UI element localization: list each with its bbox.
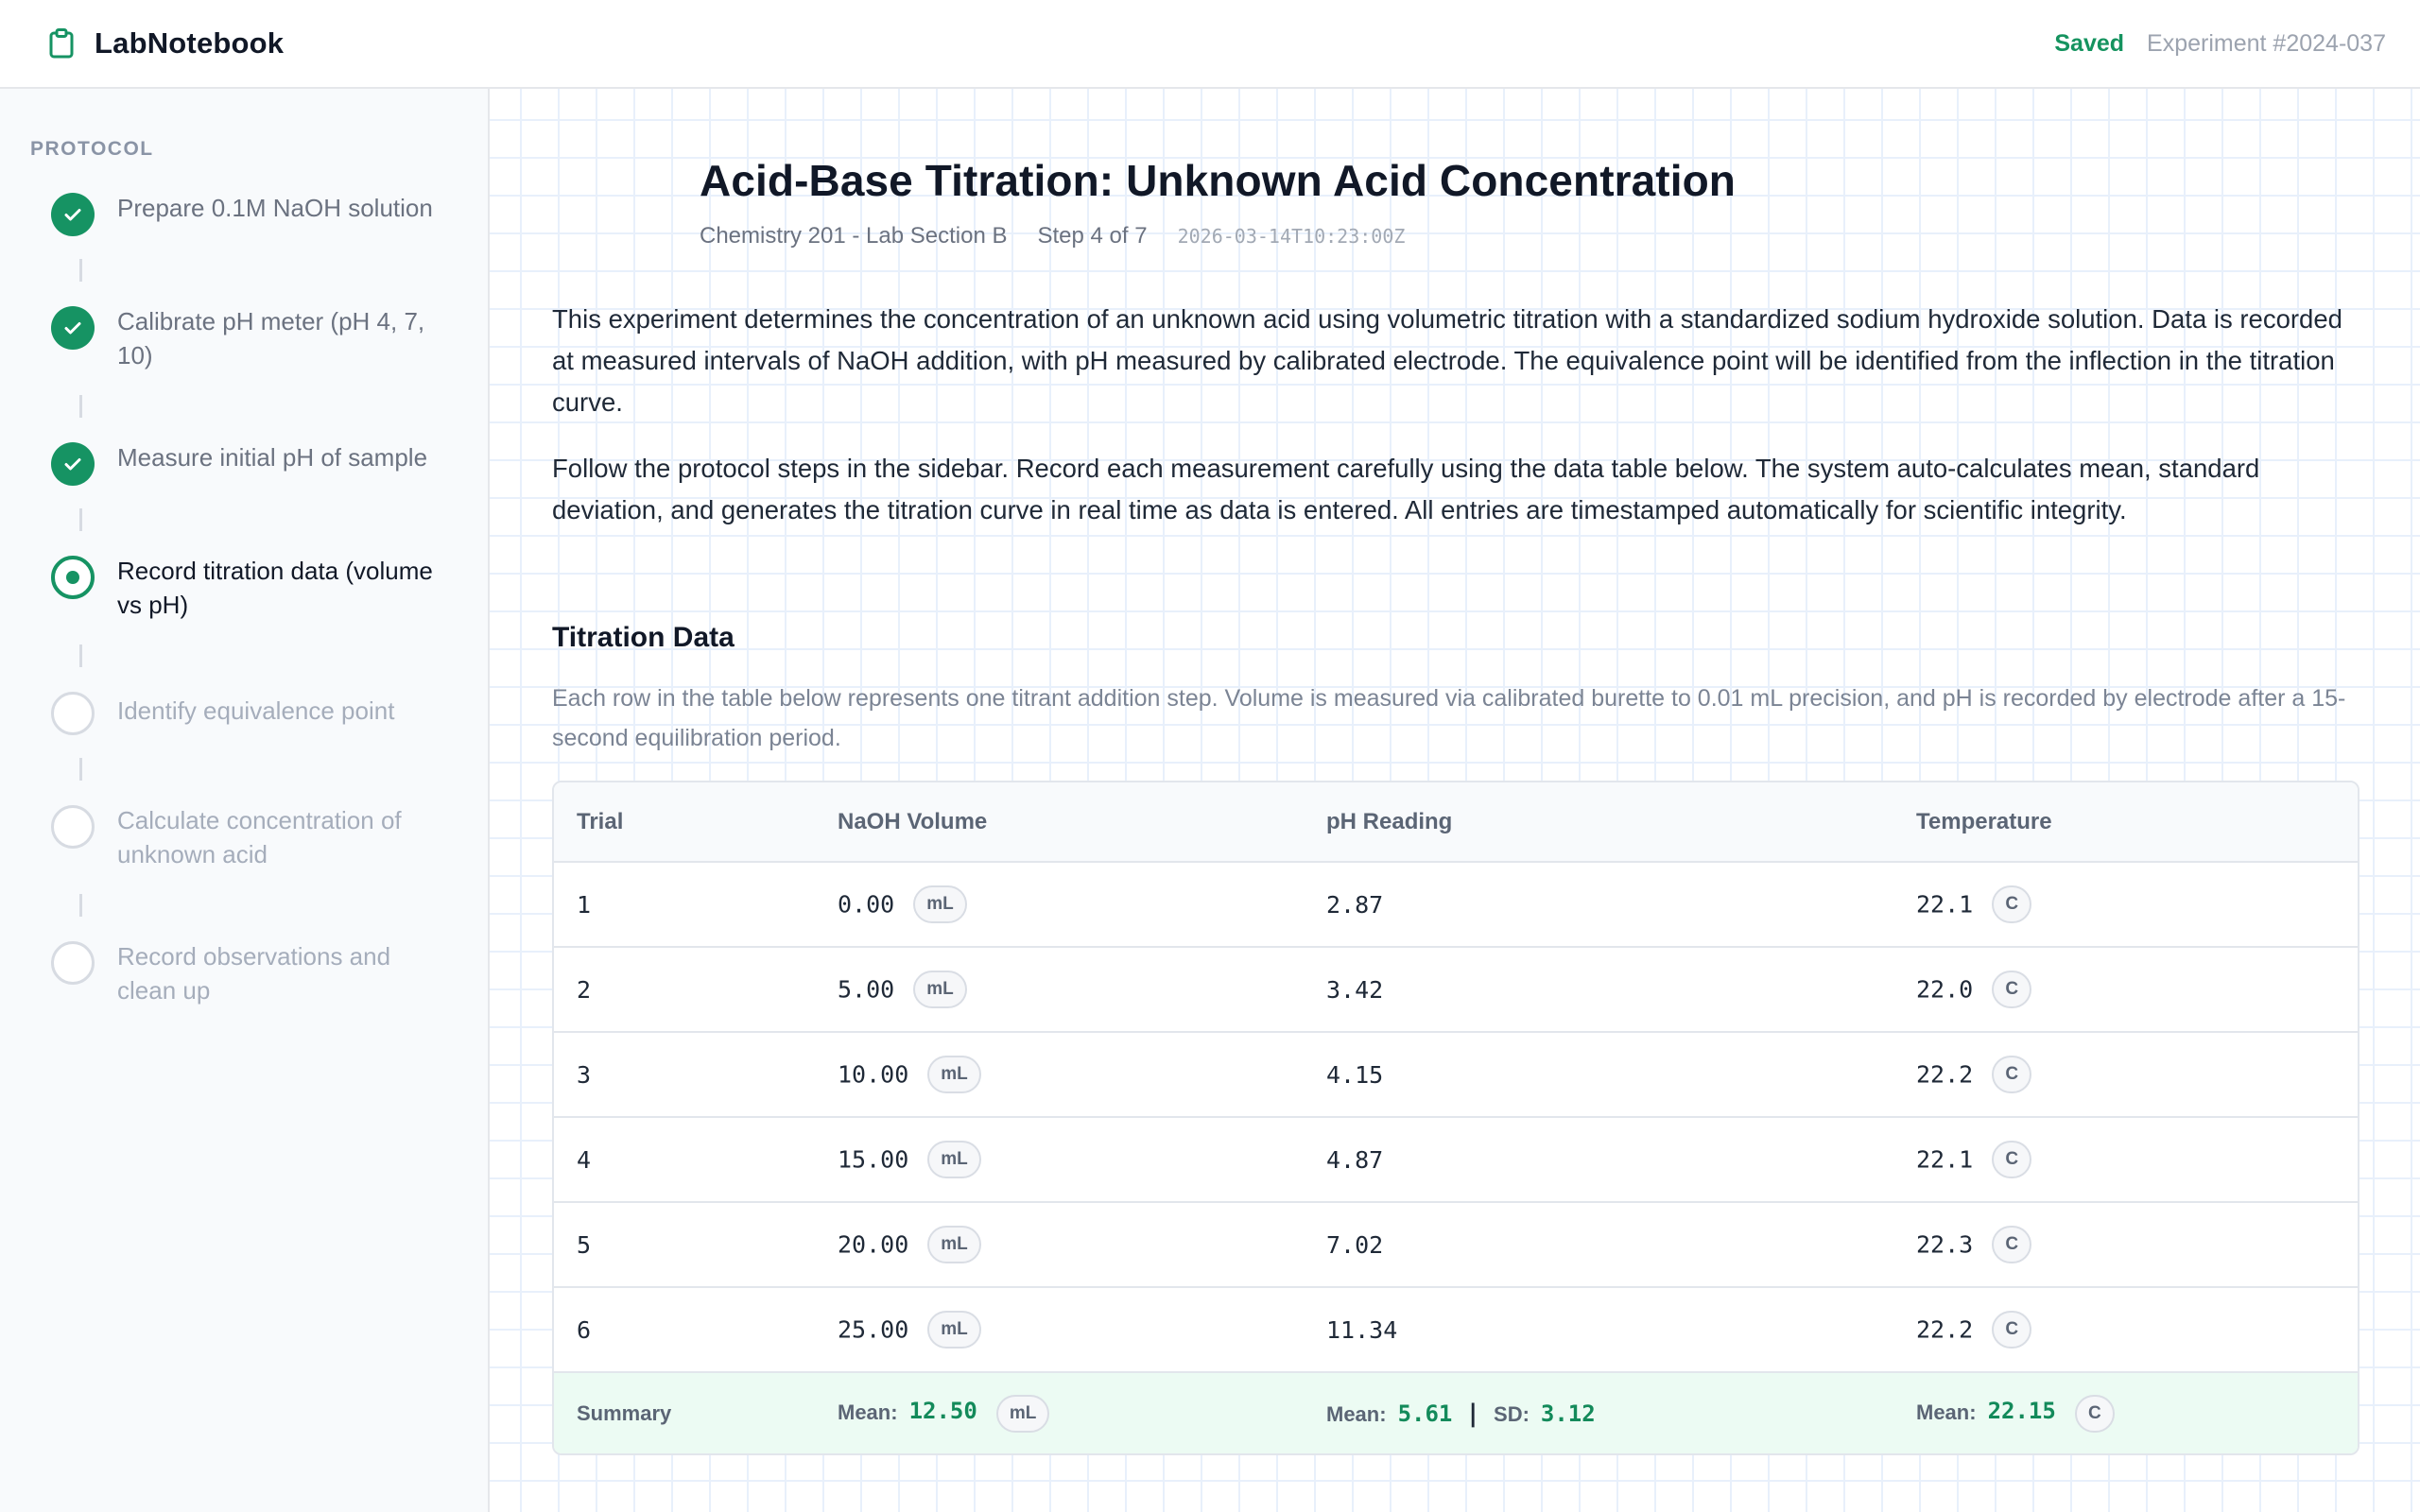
step-label: Measure initial pH of sample <box>117 443 428 472</box>
step-label: Identify equivalence point <box>117 696 395 725</box>
volume-cell[interactable]: 25.00 mL <box>815 1287 1304 1372</box>
step-label: Calibrate pH meter (pH 4, 7, 10) <box>117 307 425 369</box>
step-label: Record titration data (volume vs pH) <box>117 557 433 619</box>
main-content <box>490 89 2420 1512</box>
pending-step-icon <box>51 941 95 985</box>
check-icon <box>51 306 95 350</box>
clipboard-icon <box>49 28 74 59</box>
intro-paragraph: Follow the protocol steps in the sidebar. Record each measurement carefully using the data table below. The system auto-calculates mean, standard deviation, and generates the titration curve in real time as data is entered. All entries are timestamped automatically for scientific integrity. <box>552 454 2260 524</box>
app-header <box>0 0 2420 89</box>
step-connector <box>79 894 82 917</box>
temperature-summary <box>1893 1372 2360 1453</box>
trial-cell: 2 <box>554 947 815 1032</box>
volume-cell[interactable]: 10.00 mL <box>815 1032 1304 1117</box>
unit-badge: mL <box>996 1395 1050 1433</box>
header-ph-reading: pH Reading <box>1304 782 1893 862</box>
temperature-cell[interactable]: 22.3 C <box>1893 1202 2360 1287</box>
summary-label: Summary <box>554 1372 815 1453</box>
trial-cell: 6 <box>554 1287 815 1372</box>
app-name: LabNotebook <box>95 26 285 60</box>
unit-badge: mL <box>927 1141 981 1178</box>
temperature-cell[interactable]: 22.2 C <box>1893 1032 2360 1117</box>
temperature-cell[interactable]: 22.1 C <box>1893 862 2360 947</box>
step-indicator: Step 4 of 7 <box>1037 223 1148 249</box>
unit-badge: C <box>1992 1141 2031 1178</box>
section-description: Each row in the table below represents one titrant addition step. Volume is measured via calibrated burette to 0.01 mL precision, and pH is recorded by electrode after a 15-second equilibration period. <box>552 685 2346 751</box>
mean-label: Mean: <box>1326 1401 1387 1426</box>
unit-badge: mL <box>913 885 967 923</box>
save-status: Saved <box>2054 29 2125 57</box>
trial-cell: 1 <box>554 862 815 947</box>
protocol-step-5[interactable] <box>30 690 488 735</box>
table-row[interactable] <box>554 1287 2360 1372</box>
step-connector <box>79 644 82 667</box>
intro-paragraph: This experiment determines the concentration of an unknown acid using volumetric titration with a standardized sodium hydroxide solution. Data is recorded at measured intervals of NaOH addition, with pH measured by calibrated electrode. The equivalence point will be identified from the inflection in the titration curve. <box>552 304 2342 417</box>
experiment-meta <box>700 223 1405 249</box>
step-label: Prepare 0.1M NaOH solution <box>117 194 433 222</box>
check-icon <box>51 442 95 486</box>
ph-cell[interactable]: 4.15 <box>1304 1032 1893 1117</box>
table-row[interactable] <box>554 1117 2360 1202</box>
step-connector <box>79 758 82 781</box>
trial-cell: 5 <box>554 1202 815 1287</box>
intro-text <box>552 299 2367 531</box>
step-connector <box>79 259 82 282</box>
volume-cell[interactable]: 5.00 mL <box>815 947 1304 1032</box>
table-row[interactable] <box>554 947 2360 1032</box>
protocol-steps <box>30 191 488 1007</box>
trial-cell: 4 <box>554 1117 815 1202</box>
brand[interactable] <box>49 26 284 60</box>
header-temperature: Temperature <box>1893 782 2360 862</box>
mean-label: Mean: <box>1916 1400 1977 1424</box>
page-title: Acid-Base Titration: Unknown Acid Concentration <box>700 156 1736 205</box>
volume-cell[interactable]: 0.00 mL <box>815 862 1304 947</box>
check-icon <box>51 193 95 236</box>
titration-table <box>552 781 2360 1455</box>
sd-label: SD: <box>1494 1401 1530 1426</box>
step-label: Calculate concentration of unknown acid <box>117 806 402 868</box>
protocol-step-7[interactable] <box>30 939 488 1007</box>
timestamp: 2026-03-14T10:23:00Z <box>1177 225 1406 248</box>
ph-cell[interactable]: 2.87 <box>1304 862 1893 947</box>
step-connector <box>79 395 82 418</box>
unit-badge: C <box>1992 1311 2031 1349</box>
pending-step-icon <box>51 805 95 849</box>
ph-sd: 3.12 <box>1540 1400 1596 1427</box>
pending-step-icon <box>51 692 95 735</box>
unit-badge: C <box>2075 1395 2115 1433</box>
unit-badge: C <box>1992 1056 2031 1093</box>
ph-cell[interactable]: 4.87 <box>1304 1117 1893 1202</box>
ph-cell[interactable]: 11.34 <box>1304 1287 1893 1372</box>
table-row[interactable] <box>554 1032 2360 1117</box>
step-connector <box>79 508 82 531</box>
course-name: Chemistry 201 - Lab Section B <box>700 223 1008 249</box>
protocol-step-3[interactable] <box>30 440 488 486</box>
table-row[interactable] <box>554 862 2360 947</box>
volume-cell[interactable]: 15.00 mL <box>815 1117 1304 1202</box>
unit-badge: mL <box>927 1056 981 1093</box>
protocol-step-6[interactable] <box>30 803 488 871</box>
protocol-sidebar <box>0 89 490 1512</box>
unit-badge: mL <box>927 1226 981 1263</box>
current-step-icon <box>51 556 95 599</box>
ph-summary <box>1304 1372 1893 1453</box>
unit-badge: C <box>1992 1226 2031 1263</box>
step-label: Record observations and clean up <box>117 942 391 1005</box>
summary-row <box>554 1372 2360 1453</box>
ph-mean: 5.61 <box>1397 1400 1453 1427</box>
header-trial: Trial <box>554 782 815 862</box>
mean-label: Mean: <box>838 1400 898 1424</box>
unit-badge: mL <box>913 971 967 1008</box>
protocol-step-1[interactable] <box>30 191 488 236</box>
ph-cell[interactable]: 3.42 <box>1304 947 1893 1032</box>
temperature-mean: 22.15 <box>1987 1398 2056 1425</box>
protocol-step-4[interactable] <box>30 554 488 622</box>
unit-badge: mL <box>927 1311 981 1349</box>
protocol-step-2[interactable] <box>30 304 488 372</box>
temperature-cell[interactable]: 22.1 C <box>1893 1117 2360 1202</box>
volume-summary <box>815 1372 1304 1453</box>
unit-badge: C <box>1992 971 2031 1008</box>
unit-badge: C <box>1992 885 2031 923</box>
volume-mean: 12.50 <box>908 1398 977 1425</box>
trial-cell: 3 <box>554 1032 815 1117</box>
section-heading: Titration Data <box>552 622 735 653</box>
experiment-id: Experiment #2024-037 <box>2147 29 2386 57</box>
volume-cell[interactable]: 20.00 mL <box>815 1202 1304 1287</box>
ph-cell[interactable]: 7.02 <box>1304 1202 1893 1287</box>
table-row[interactable] <box>554 1202 2360 1287</box>
summary-separator: | <box>1465 1399 1481 1428</box>
sidebar-title: PROTOCOL <box>30 138 154 160</box>
temperature-cell[interactable]: 22.2 C <box>1893 1287 2360 1372</box>
table-header-row <box>554 782 2360 862</box>
header-naoh-volume: NaOH Volume <box>815 782 1304 862</box>
temperature-cell[interactable]: 22.0 C <box>1893 947 2360 1032</box>
